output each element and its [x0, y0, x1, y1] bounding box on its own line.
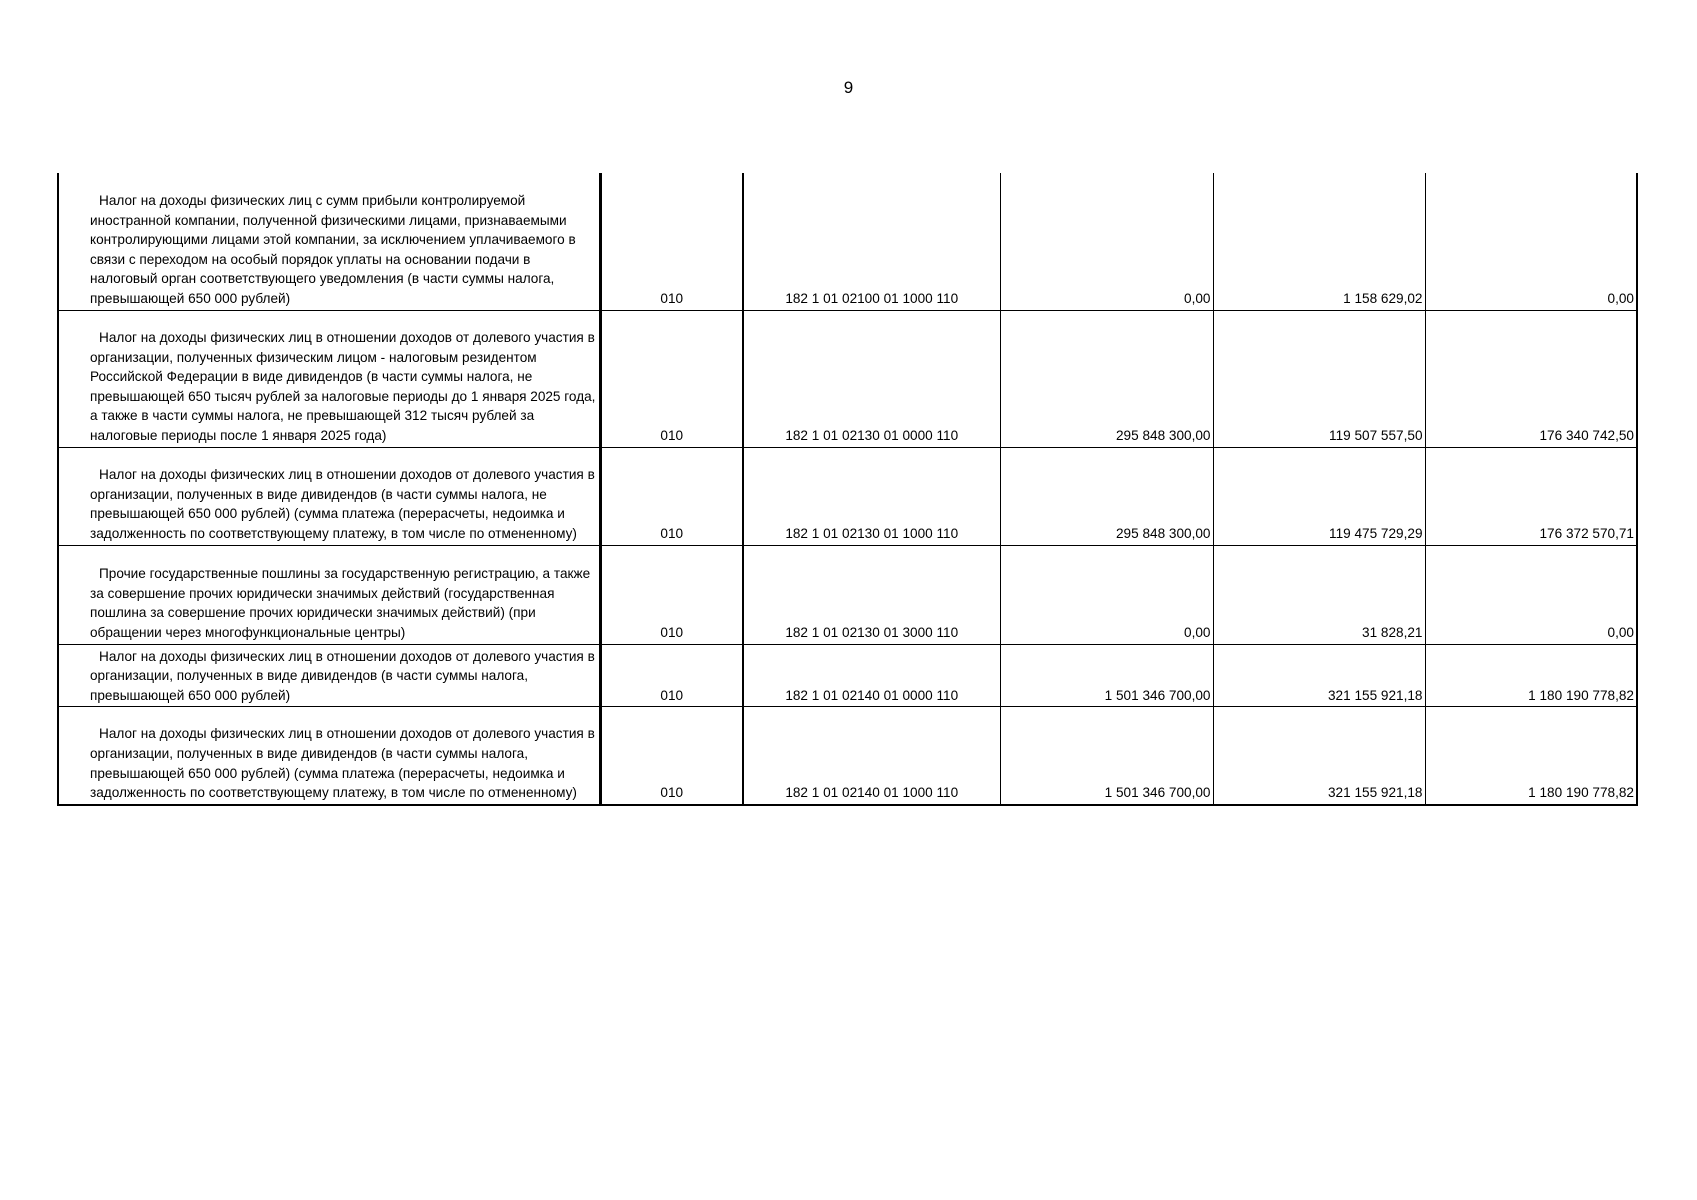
revenue-table	[57, 173, 1638, 806]
approved-amount-cell: 0,00	[1000, 173, 1213, 310]
budget-code-cell: 182 1 01 02130 01 1000 110	[743, 447, 1000, 545]
budget-code-cell: 182 1 01 02130 01 3000 110	[743, 545, 1000, 644]
executed-amount-cell: 119 507 557,50	[1213, 310, 1425, 447]
approved-amount-cell: 1 501 346 700,00	[1000, 644, 1213, 707]
line-code-cell: 010	[600, 173, 743, 310]
unexecuted-amount-cell: 1 180 190 778,82	[1425, 707, 1637, 805]
table-row	[58, 644, 1637, 707]
unexecuted-amount-cell: 176 340 742,50	[1425, 310, 1637, 447]
approved-amount-cell: 295 848 300,00	[1000, 447, 1213, 545]
unexecuted-amount-cell: 0,00	[1425, 173, 1637, 310]
line-code-cell: 010	[600, 545, 743, 644]
table-row	[58, 545, 1637, 644]
line-code-cell: 010	[600, 707, 743, 805]
table-row	[58, 707, 1637, 805]
executed-amount-cell: 321 155 921,18	[1213, 707, 1425, 805]
table-row	[58, 310, 1637, 447]
income-name-cell: Прочие государственные пошлины за государственную регистрацию, а также за совершение прочих юридически значимых действий (государственная пошлина за совершение прочих юридически значимых действий) (при обращении через многофункциональные центры)	[58, 545, 600, 644]
budget-code-cell: 182 1 01 02140 01 0000 110	[743, 644, 1000, 707]
income-name-cell: Налог на доходы физических лиц в отношении доходов от долевого участия в организации, полученных в виде дивидендов (в части суммы налога, превышающей 650 000 рублей)	[58, 644, 600, 707]
approved-amount-cell: 0,00	[1000, 545, 1213, 644]
line-code-cell: 010	[600, 644, 743, 707]
budget-code-cell: 182 1 01 02130 01 0000 110	[743, 310, 1000, 447]
income-name-cell: Налог на доходы физических лиц в отношении доходов от долевого участия в организации, полученных физическим лицом - налоговым резидентом Российской Федерации в виде дивидендов (в части суммы налога, не превышающей 650 тысяч рублей за налоговые периоды до 1 января 2025 года, а также в части суммы налога, не превышающей 312 тысяч рублей за налоговые периоды после 1 января 2025 года)	[58, 310, 600, 447]
budget-code-cell: 182 1 01 02140 01 1000 110	[743, 707, 1000, 805]
executed-amount-cell: 1 158 629,02	[1213, 173, 1425, 310]
table-row	[58, 173, 1637, 310]
unexecuted-amount-cell: 1 180 190 778,82	[1425, 644, 1637, 707]
line-code-cell: 010	[600, 447, 743, 545]
executed-amount-cell: 119 475 729,29	[1213, 447, 1425, 545]
approved-amount-cell: 295 848 300,00	[1000, 310, 1213, 447]
table-row	[58, 447, 1637, 545]
approved-amount-cell: 1 501 346 700,00	[1000, 707, 1213, 805]
unexecuted-amount-cell: 176 372 570,71	[1425, 447, 1637, 545]
unexecuted-amount-cell: 0,00	[1425, 545, 1637, 644]
income-name-cell: Налог на доходы физических лиц в отношении доходов от долевого участия в организации, полученных в виде дивидендов (в части суммы налога, превышающей 650 000 рублей) (сумма платежа (перерасчеты, недоимка и задолженность по соответствующему платежу, в том числе по отмененному)	[58, 707, 600, 805]
income-name-cell: Налог на доходы физических лиц в отношении доходов от долевого участия в организации, полученных в виде дивидендов (в части суммы налога, не превышающей 650 000 рублей) (сумма платежа (перерасчеты, недоимка и задолженность по соответствующему платежу, в том числе по отмененному)	[58, 447, 600, 545]
budget-code-cell: 182 1 01 02100 01 1000 110	[743, 173, 1000, 310]
line-code-cell: 010	[600, 310, 743, 447]
page-number: 9	[843, 78, 854, 97]
executed-amount-cell: 31 828,21	[1213, 545, 1425, 644]
executed-amount-cell: 321 155 921,18	[1213, 644, 1425, 707]
income-name-cell: Налог на доходы физических лиц с сумм прибыли контролируемой иностранной компании, полученной физическими лицами, признаваемыми контролирующими лицами этой компании, за исключением уплачиваемого в связи с переходом на особый порядок уплаты на основании подачи в налоговый орган соответствующего уведомления (в части суммы налога, превышающей 650 000 рублей)	[58, 173, 600, 310]
